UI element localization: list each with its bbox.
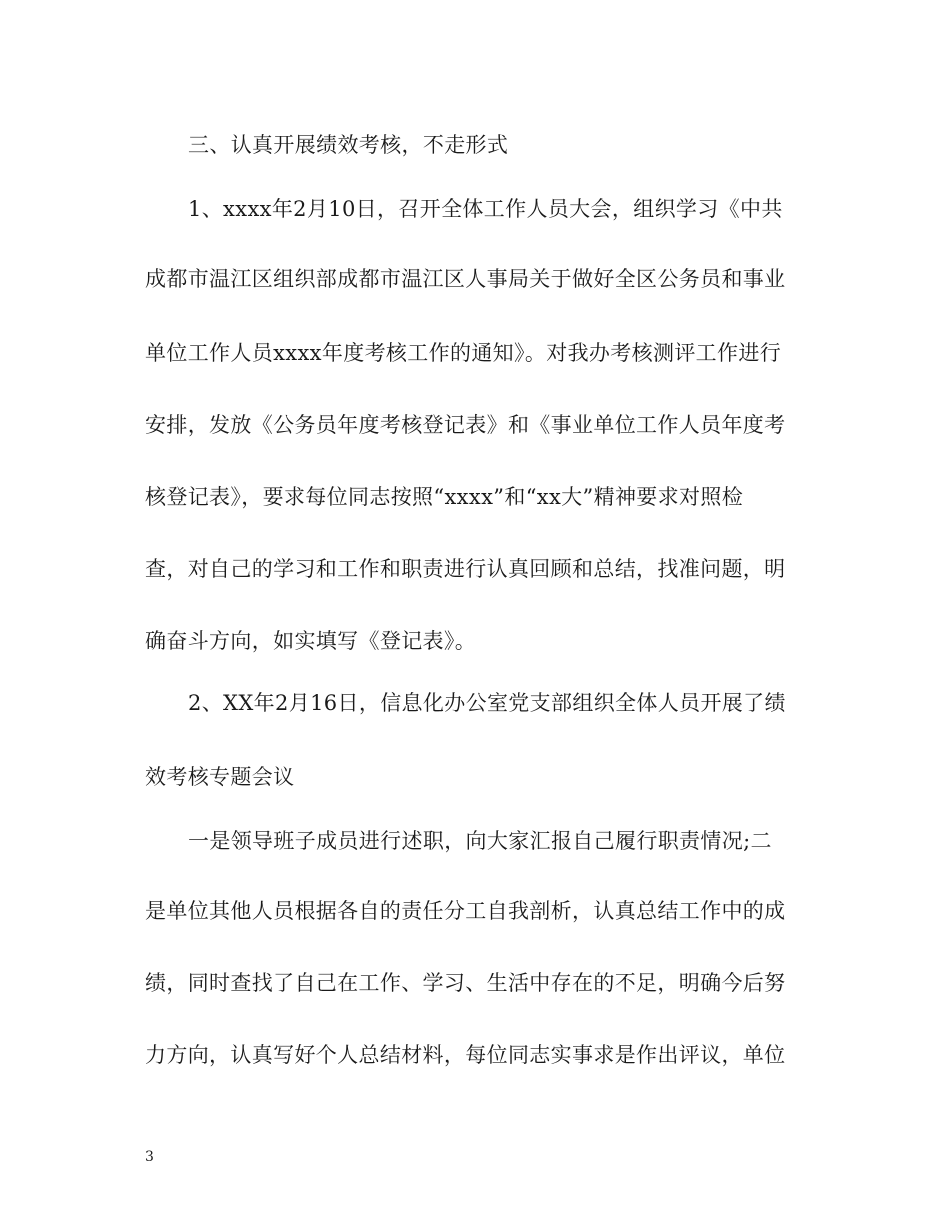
paragraph-2-line-2: 效考核专题会议 <box>145 765 295 789</box>
paragraph-1-line-7: 确奋斗方向，如实填写《登记表》。 <box>145 629 477 653</box>
paragraph-1-line-6: 查，对自己的学习和工作和职责进行认真回顾和总结，找准问题，明 <box>145 557 786 581</box>
paragraph-1-line-5: 核登记表》，要求每位同志按照“xxxx”和“xx大”精神要求对照检 <box>145 485 744 509</box>
paragraph-1-line-1: 1、xxxx年2月10日，召开全体工作人员大会，组织学习《中共 <box>188 197 783 221</box>
paragraph-2-line-1: 2、XX年2月16日，信息化办公室党支部组织全体人员开展了绩 <box>188 691 786 715</box>
paragraph-1-line-3: 单位工作人员xxxx年度考核工作的通知》。对我办考核测评工作进行 <box>145 341 782 365</box>
paragraph-1-line-2: 成都市温江区组织部成都市温江区人事局关于做好全区公务员和事业 <box>145 267 786 291</box>
paragraph-1-line-4: 安排，发放《公务员年度考核登记表》和《事业单位工作人员年度考 <box>145 413 786 437</box>
section-heading: 三、认真开展绩效考核，不走形式 <box>188 133 509 157</box>
page-number: 3 <box>145 1149 154 1165</box>
paragraph-3-line-3: 绩，同时查找了自己在工作、学习、生活中存在的不足，明确今后努 <box>145 971 786 995</box>
paragraph-3-line-2: 是单位其他人员根据各自的责任分工自我剖析，认真总结工作中的成 <box>145 899 786 923</box>
paragraph-3-line-1: 一是领导班子成员进行述职，向大家汇报自己履行职责情况;二 <box>188 829 772 853</box>
paragraph-3-line-4: 力方向，认真写好个人总结材料，每位同志实事求是作出评议，单位 <box>145 1043 786 1067</box>
